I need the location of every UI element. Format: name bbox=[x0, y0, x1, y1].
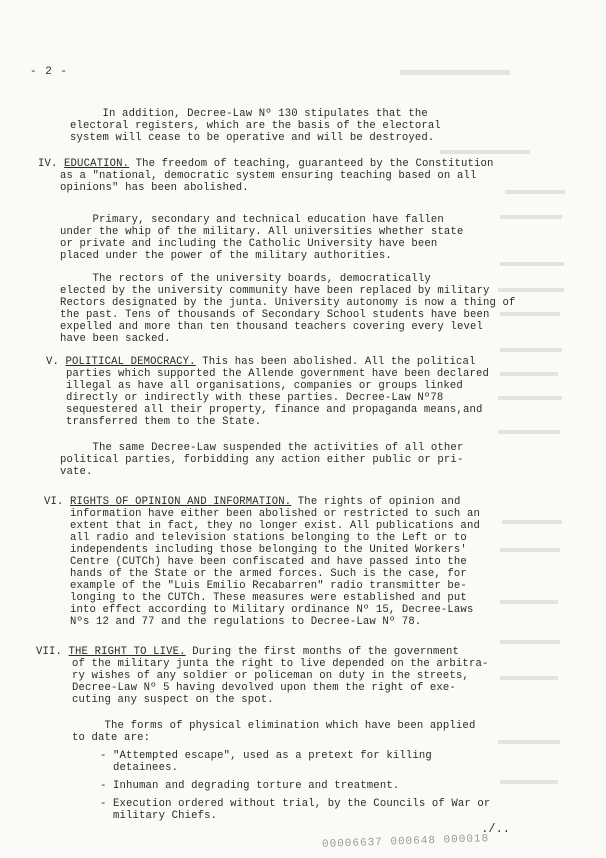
paragraph-line: have been sacked. bbox=[60, 333, 171, 345]
intro-line: electoral registers, which are the basis of the electoral bbox=[70, 120, 441, 132]
section-text: During the first months of the government bbox=[185, 646, 459, 658]
section-heading: RIGHTS OF OPINION AND INFORMATION. bbox=[70, 496, 292, 508]
section-line: hands of the State or the armed forces. Such is the case, for bbox=[70, 568, 467, 580]
list-item: detainees. bbox=[100, 762, 179, 774]
section-line: cuting any suspect on the spot. bbox=[72, 694, 274, 706]
section-heading-line bbox=[36, 646, 459, 659]
paragraph-line: The forms of physical elimination which have been applied bbox=[72, 720, 476, 732]
paragraph-line: to date are: bbox=[72, 732, 151, 744]
section-numeral: VI. bbox=[44, 496, 64, 508]
paragraph-line: expelled and more than ten thousand teachers covering every level bbox=[60, 321, 483, 333]
section-line: parties which supported the Allende government have been declared bbox=[66, 368, 489, 380]
section-text: This has been abolished. All the political bbox=[195, 356, 476, 368]
section-line: opinions" has been abolished. bbox=[60, 182, 249, 194]
section-line: sequestered all their property, finance and propaganda means,and bbox=[66, 404, 483, 416]
section-heading: EDUCATION. bbox=[64, 158, 130, 170]
section-heading: THE RIGHT TO LIVE. bbox=[68, 646, 186, 658]
section-line: of the military junta the right to live depended on the arbitra- bbox=[72, 658, 489, 670]
section-numeral: V. bbox=[46, 356, 60, 368]
paragraph-line: The rectors of the university boards, democratically bbox=[60, 273, 431, 285]
section-line: example of the "Luis Emilio Recabarren" radio transmitter be- bbox=[70, 580, 467, 592]
section-line: Nºs 12 and 77 and the regulations to Decree-Law Nº 78. bbox=[70, 616, 422, 628]
section-numeral: VII. bbox=[36, 646, 63, 658]
section-line: illegal as have all organisations, companies or groups linked bbox=[66, 380, 463, 392]
paragraph-line: placed under the power of the military authorities. bbox=[60, 250, 392, 262]
paragraph-line: vate. bbox=[60, 466, 93, 478]
paragraph-line: elected by the university community have been replaced by military bbox=[60, 285, 490, 297]
section-heading-line bbox=[44, 496, 461, 509]
section-numeral: IV. bbox=[38, 158, 58, 170]
section-line: as a "national, democratic system ensuring teaching based on all bbox=[60, 170, 477, 182]
intro-line: system will cease to be operative and will be destroyed. bbox=[70, 132, 435, 144]
paragraph-line: Rectors designated by the junta. University autonomy is now a thing of bbox=[60, 297, 516, 309]
list-item: - "Attempted escape", used as a pretext for killing bbox=[100, 750, 432, 762]
section-line: Centre (CUTCh) have been confiscated and have passed into the bbox=[70, 556, 467, 568]
paragraph-line: the past. Tens of thousands of Secondary School students have been bbox=[60, 309, 490, 321]
section-heading-line bbox=[38, 158, 494, 171]
intro-line: In addition, Decree-Law Nº 130 stipulates that the bbox=[70, 108, 428, 120]
section-line: ry wishes of any soldier or policeman on duty in the streets, bbox=[72, 670, 469, 682]
section-line: extent that in fact, they no longer exist. All publications and bbox=[70, 520, 480, 532]
section-line: independents including those belonging to the United Workers' bbox=[70, 544, 467, 556]
section-line: all radio and television stations belonging to the Left or to bbox=[70, 532, 467, 544]
section-line: longing to the CUTCh. These measures were established and put bbox=[70, 592, 467, 604]
section-line: information have either been abolished or restricted to such an bbox=[70, 508, 480, 520]
section-heading-line bbox=[46, 356, 476, 369]
page-number: - 2 - bbox=[30, 66, 69, 78]
section-line: into effect according to Military ordinance Nº 15, Decree-Laws bbox=[70, 604, 474, 616]
section-line: Decree-Law Nº 5 having devolved upon them the right of exe- bbox=[72, 682, 456, 694]
archive-stamp: 00006637 000648 000018 bbox=[321, 833, 490, 851]
list-item: - Execution ordered without trial, by the Councils of War or bbox=[100, 798, 491, 810]
section-text: The rights of opinion and bbox=[291, 496, 461, 508]
paragraph-line: under the whip of the military. All universities whether state bbox=[60, 226, 464, 238]
list-item: military Chiefs. bbox=[100, 810, 218, 822]
list-item: - Inhuman and degrading torture and treatment. bbox=[100, 780, 400, 792]
paragraph-line: The same Decree-Law suspended the activities of all other bbox=[60, 442, 464, 454]
continuation-mark: ./.. bbox=[481, 822, 510, 836]
paragraph-line: Primary, secondary and technical education have fallen bbox=[60, 214, 444, 226]
section-line: directly or indirectly with these parties. Decree-Law Nº78 bbox=[66, 392, 444, 404]
section-text: The freedom of teaching, guaranteed by the Constitution bbox=[129, 158, 494, 170]
paragraph-line: political parties, forbidding any action either public or pri- bbox=[60, 454, 464, 466]
paragraph-line: or private and including the Catholic University have been bbox=[60, 238, 438, 250]
section-heading: POLITICAL DEMOCRACY. bbox=[65, 356, 196, 368]
section-line: transferred them to the State. bbox=[66, 416, 262, 428]
